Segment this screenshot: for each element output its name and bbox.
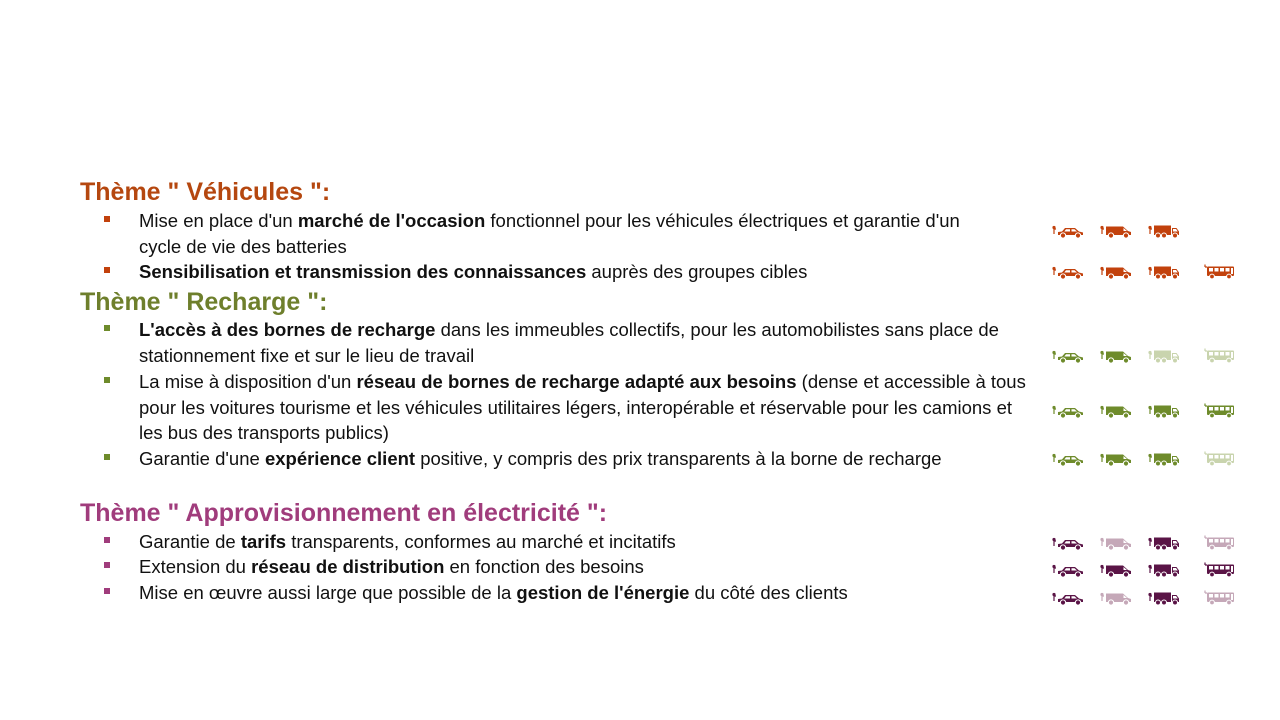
van-icon bbox=[1100, 263, 1134, 281]
bullet-marker bbox=[104, 216, 110, 222]
van-icon bbox=[1100, 222, 1134, 240]
bullet-item: L'accès à des bornes de recharge dans les immeubles collectifs, pour les automobilistes sans place de stationnement fixe et sur le lieu de travail bbox=[139, 319, 999, 366]
van-icon bbox=[1100, 534, 1134, 552]
truck-icon bbox=[1148, 347, 1182, 365]
bullet-item: Extension du réseau de distribution en fonction des besoins bbox=[139, 556, 644, 577]
bullet-item: Mise en œuvre aussi large que possible de la gestion de l'énergie du côté des clients bbox=[139, 582, 848, 603]
car-icon bbox=[1052, 402, 1086, 420]
truck-icon bbox=[1148, 450, 1182, 468]
vehicle-icons-row bbox=[1052, 222, 1242, 240]
bullet-item: La mise à disposition d'un réseau de bornes de recharge adapté aux besoins (dense et accessible à tous pour les voitures tourisme et les véhicules utilitaires légers, interopérable et réservable pour les camions et les bus des transports publics) bbox=[139, 371, 1026, 443]
car-icon bbox=[1052, 222, 1086, 240]
bullet-marker bbox=[104, 588, 110, 594]
bullet-marker bbox=[104, 562, 110, 568]
vehicle-icons-row bbox=[1052, 561, 1242, 579]
car-icon bbox=[1052, 450, 1086, 468]
truck-icon bbox=[1148, 402, 1182, 420]
van-icon bbox=[1100, 450, 1134, 468]
bullet-marker bbox=[104, 325, 110, 331]
theme-title-recharge: Thème " Recharge ": bbox=[80, 288, 328, 316]
vehicle-icons-row bbox=[1052, 402, 1242, 420]
bullet-item: Garantie de tarifs transparents, conformes au marché et incitatifs bbox=[139, 531, 676, 552]
van-icon bbox=[1100, 347, 1134, 365]
bus-icon bbox=[1202, 402, 1236, 420]
truck-icon bbox=[1148, 561, 1182, 579]
bullet-marker bbox=[104, 267, 110, 273]
bus-icon bbox=[1202, 589, 1236, 607]
bullet-marker bbox=[104, 537, 110, 543]
car-icon bbox=[1052, 534, 1086, 552]
bus-icon bbox=[1202, 534, 1236, 552]
vehicle-icons-row bbox=[1052, 534, 1242, 552]
theme-title-approvisionnement: Thème " Approvisionnement en électricité ": bbox=[80, 499, 608, 527]
vehicle-icons-row bbox=[1052, 450, 1242, 468]
bus-icon bbox=[1202, 561, 1236, 579]
bus-icon bbox=[1202, 450, 1236, 468]
car-icon bbox=[1052, 263, 1086, 281]
truck-icon bbox=[1148, 263, 1182, 281]
vehicle-icons-row bbox=[1052, 589, 1242, 607]
truck-icon bbox=[1148, 534, 1182, 552]
bullet-item: Mise en place d'un marché de l'occasion fonctionnel pour les véhicules électriques et garantie d'un cycle de vie des batteries bbox=[139, 210, 960, 257]
vehicle-icons-row bbox=[1052, 263, 1242, 281]
car-icon bbox=[1052, 347, 1086, 365]
truck-icon bbox=[1148, 589, 1182, 607]
van-icon bbox=[1100, 561, 1134, 579]
bus-icon bbox=[1202, 263, 1236, 281]
bullet-marker bbox=[104, 454, 110, 460]
theme-title-vehicules: Thème " Véhicules ": bbox=[80, 178, 331, 206]
van-icon bbox=[1100, 589, 1134, 607]
truck-icon bbox=[1148, 222, 1182, 240]
bullet-item: Garantie d'une expérience client positive, y compris des prix transparents à la borne de recharge bbox=[139, 448, 942, 469]
bus-icon bbox=[1202, 347, 1236, 365]
bullet-item: Sensibilisation et transmission des connaissances auprès des groupes cibles bbox=[139, 261, 808, 282]
car-icon bbox=[1052, 561, 1086, 579]
car-icon bbox=[1052, 589, 1086, 607]
vehicle-icons-row bbox=[1052, 347, 1242, 365]
bullet-marker bbox=[104, 377, 110, 383]
van-icon bbox=[1100, 402, 1134, 420]
